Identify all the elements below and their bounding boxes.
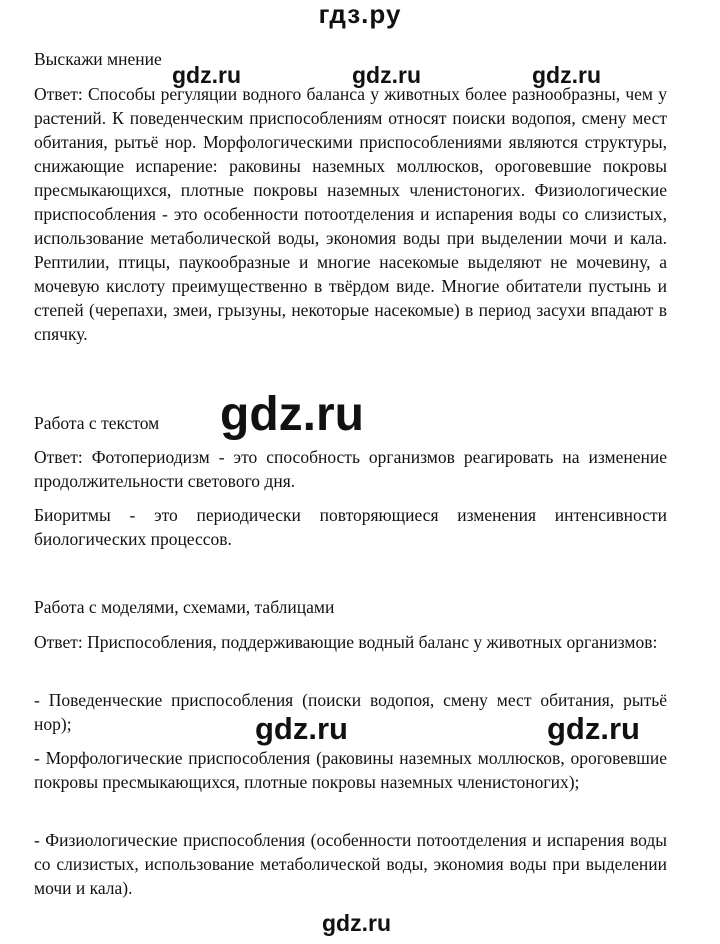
answer-opinion xyxy=(34,82,667,346)
section-heading-opinion: Выскажи мнение xyxy=(34,49,162,69)
watermark: gdz.ru xyxy=(532,62,601,88)
answer-text: Ответ: Способы регуляции водного баланса у животных более разнообразны, чем у растений. К поведенческим приспособлениям относят поиски водопоя, смену мест обитания, рытьё нор. Морфологическими приспособлениями являются структуры, снижающие испарение: раковины наземных моллюсков, ороговевшие покровы пресмыкающихся, плотные покровы наземных членистоногих. Физиологические приспособления - это особенности потоотделения и испарения воды со слизистых, использование метаболической воды, экономия воды при выделении мочи и кала. Рептилии, птицы, паукообразные и многие насекомые выделяют не мочевину, а мочевую кислоту преимущественно в твёрдом виде. Многие обитатели пустынь и степей (черепахи, змеи, грызуны, некоторые насекомые) в период засухи впадают в спячку. xyxy=(34,84,667,344)
list-item: - Физиологические приспособления (особенности потоотделения и испарения воды со слизистых, использование метаболической воды, экономия воды при выделении мочи и кала). xyxy=(34,830,667,898)
watermark: gdz.ru xyxy=(352,62,421,88)
list-item-morphological xyxy=(34,746,667,794)
watermark: gdz.ru xyxy=(547,711,640,746)
list-item: - Морфологические приспособления (раковины наземных моллюсков, ороговевшие покровы пресмыкающихся, плотные покровы наземных членистоногих); xyxy=(34,748,667,792)
watermark: gdz.ru xyxy=(255,711,348,746)
watermark: gdz.ru xyxy=(322,910,391,936)
answer-models-intro xyxy=(34,630,667,654)
answer-text: Ответ: Приспособления, поддерживающие водный баланс у животных организмов: xyxy=(34,632,658,652)
site-title: гдз.ру xyxy=(318,0,402,29)
answer-text: Биоритмы - это периодически повторяющиеся изменения интенсивности биологических процессов. xyxy=(34,505,667,549)
answer-biorhythms xyxy=(34,503,667,551)
section-heading-models: Работа с моделями, схемами, таблицами xyxy=(34,597,335,617)
watermark: gdz.ru xyxy=(172,62,241,88)
list-item: - Поведенческие приспособления (поиски водопоя, смену мест обитания, рытьё нор); xyxy=(34,690,667,734)
list-item-physiological xyxy=(34,828,667,900)
section-heading-text-work: Работа с текстом xyxy=(34,413,160,433)
answer-photoperiodism xyxy=(34,445,667,493)
answer-text: Ответ: Фотопериодизм - это способность организмов реагировать на изменение продолжительности светового дня. xyxy=(34,447,667,491)
watermark: gdz.ru xyxy=(220,388,364,441)
